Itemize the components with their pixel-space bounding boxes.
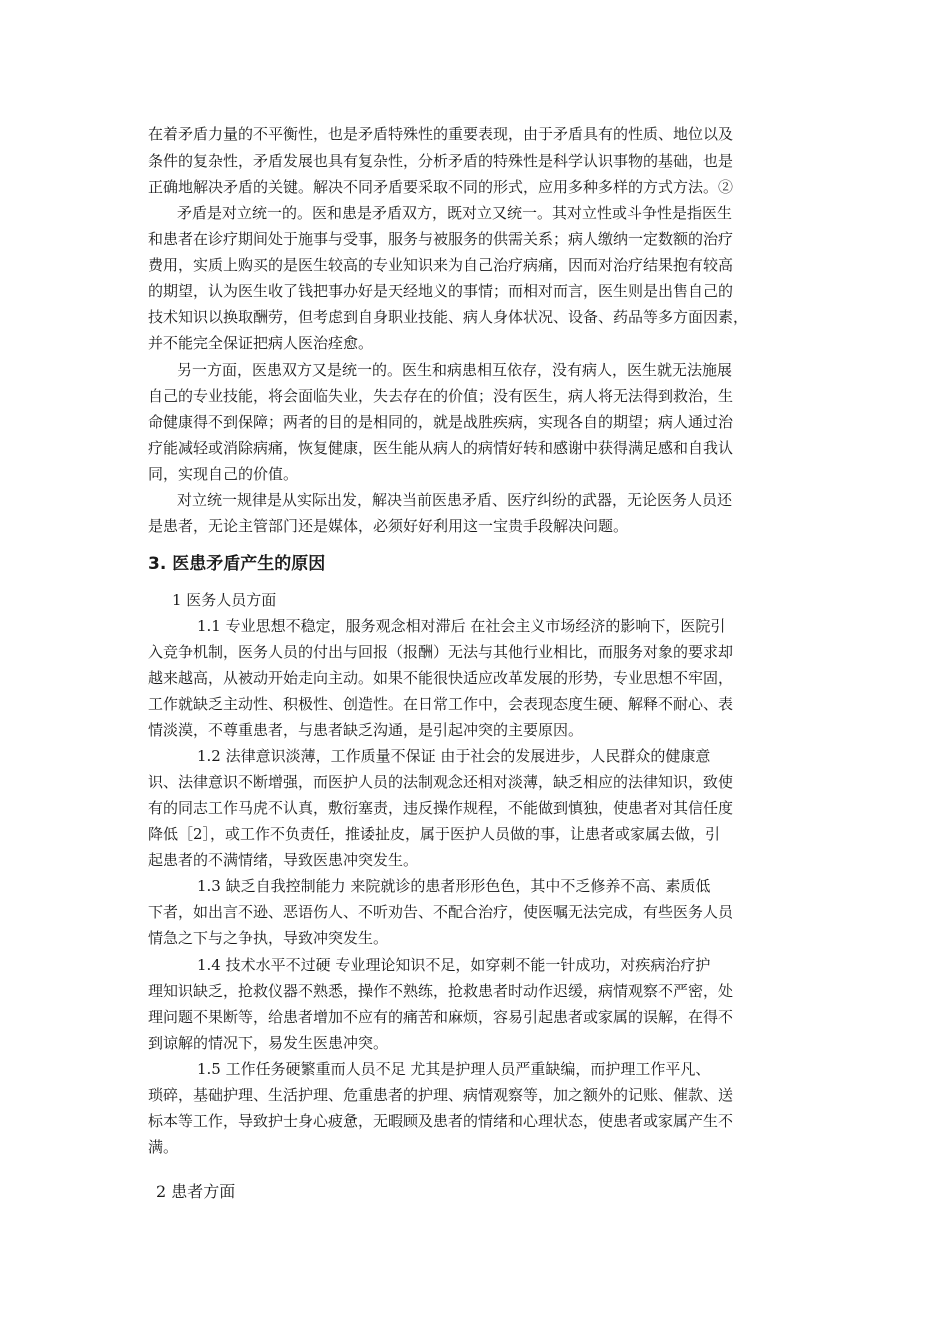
text-line: 识、法律意识不断增强，而医护人员的法制观念还相对淡薄，缺乏相应的法律知识，致使 xyxy=(148,773,734,791)
text-line: 到谅解的情况下，易发生医患冲突。 xyxy=(148,1034,389,1052)
text-line: 工作就缺乏主动性、积极性、创造性。在日常工作中，会表现态度生硬、解释不耐心、表 xyxy=(148,695,734,713)
text-line: 技术知识以换取酬劳，但考虑到自身职业技能、病人身体状况、设备、药品等多方面因素， xyxy=(148,308,749,326)
text-line: 在着矛盾力量的不平衡性，也是矛盾特殊性的重要表现，由于矛盾具有的性质、地位以及 xyxy=(148,125,734,143)
text-line: 的期望，认为医生收了钱把事办好是天经地义的事情；而相对而言，医生则是出售自己的 xyxy=(148,282,734,300)
text-line: 有的同志工作马虎不认真，敷衍塞责，违反操作规程，不能做到慎独，使患者对其信任度 xyxy=(148,799,734,817)
text-line: 理知识缺乏，抢救仪器不熟悉，操作不熟练，抢救患者时动作迟缓，病情观察不严密，处 xyxy=(148,982,734,1000)
text-line: 另一方面，医患双方又是统一的。医生和病患相互依存，没有病人，医生就无法施展 xyxy=(177,361,733,379)
text-line: 入竞争机制，医务人员的付出与回报（报酬）无法与其他行业相比，而服务对象的要求却 xyxy=(148,643,734,661)
text-line: 1.3 缺乏自我控制能力 来院就诊的患者形形色色，其中不乏修养不高、素质低 xyxy=(197,877,711,895)
text-line: 条件的复杂性，矛盾发展也具有复杂性，分析矛盾的特殊性是科学认识事物的基础，也是 xyxy=(148,152,734,170)
text-line: 标本等工作，导致护士身心疲惫，无暇顾及患者的情绪和心理状态，使患者或家属产生不 xyxy=(148,1112,734,1130)
text-line: 起患者的不满情绪，导致医患冲突发生。 xyxy=(148,851,419,869)
text-line: 自己的专业技能，将会面临失业，失去存在的价值；没有医生，病人将无法得到救治，生 xyxy=(148,387,734,405)
subsection-heading: 1 医务人员方面 xyxy=(172,591,277,609)
text-line: 正确地解决矛盾的关键。解决不同矛盾要采取不同的形式，应用多种多样的方式方法。② xyxy=(148,178,734,196)
text-line: 理问题不果断等，给患者增加不应有的痛苦和麻烦，容易引起患者或家属的误解，在得不 xyxy=(148,1008,734,1026)
text-line: 费用，实质上购买的是医生较高的专业知识来为自己治疗病痛，因而对治疗结果抱有较高 xyxy=(148,256,734,274)
text-line: 和患者在诊疗期间处于施事与受事，服务与被服务的供需关系；病人缴纳一定数额的治疗 xyxy=(148,230,734,248)
text-line: 对立统一规律是从实际出发，解决当前医患矛盾、医疗纠纷的武器，无论医务人员还 xyxy=(177,491,733,509)
text-line: 情淡漠，不尊重患者，与患者缺乏沟通，是引起冲突的主要原因。 xyxy=(148,721,584,739)
text-line: 命健康得不到保障；两者的目的是相同的，就是战胜疾病，实现各自的期望；病人通过治 xyxy=(148,413,734,431)
text-line: 是患者，无论主管部门还是媒体，必须好好利用这一宝贵手段解决问题。 xyxy=(148,517,629,535)
section-heading: 3. 医患矛盾产生的原因 xyxy=(148,554,326,574)
text-line: 越来越高，从被动开始走向主动。如果不能很快适应改革发展的形势，专业思想不牢固， xyxy=(148,669,734,687)
text-line: 同，实现自己的价值。 xyxy=(148,465,299,483)
subsection-heading: 2 患者方面 xyxy=(156,1182,236,1201)
text-line: 降低［2］，或工作不负责任，推诿扯皮，属于医护人员做的事，让患者或家属去做，引 xyxy=(148,825,721,843)
text-line: 情急之下与之争执，导致冲突发生。 xyxy=(148,929,389,947)
text-line: 1.4 技术水平不过硬 专业理论知识不足，如穿刺不能一针成功，对疾病治疗护 xyxy=(197,956,711,974)
text-line: 1.1 专业思想不稳定，服务观念相对滞后 在社会主义市场经济的影响下，医院引 xyxy=(197,617,726,635)
text-line: 并不能完全保证把病人医治痊愈。 xyxy=(148,334,374,352)
text-line: 琐碎，基础护理、生活护理、危重患者的护理、病情观察等，加之额外的记账、催款、送 xyxy=(148,1086,734,1104)
text-line: 1.5 工作任务硬繁重而人员不足 尤其是护理人员严重缺编，而护理工作平凡、 xyxy=(197,1060,711,1078)
text-line: 疗能减轻或消除病痛，恢复健康，医生能从病人的病情好转和感谢中获得满足感和自我认 xyxy=(148,439,734,457)
text-line: 下者，如出言不逊、恶语伤人、不听劝告、不配合治疗，使医嘱无法完成，有些医务人员 xyxy=(148,903,734,921)
text-line: 矛盾是对立统一的。医和患是矛盾双方，既对立又统一。其对立性或斗争性是指医生 xyxy=(177,204,733,222)
text-line: 满。 xyxy=(148,1138,179,1156)
text-line: 1.2 法律意识淡薄，工作质量不保证 由于社会的发展进步，人民群众的健康意 xyxy=(197,747,711,765)
